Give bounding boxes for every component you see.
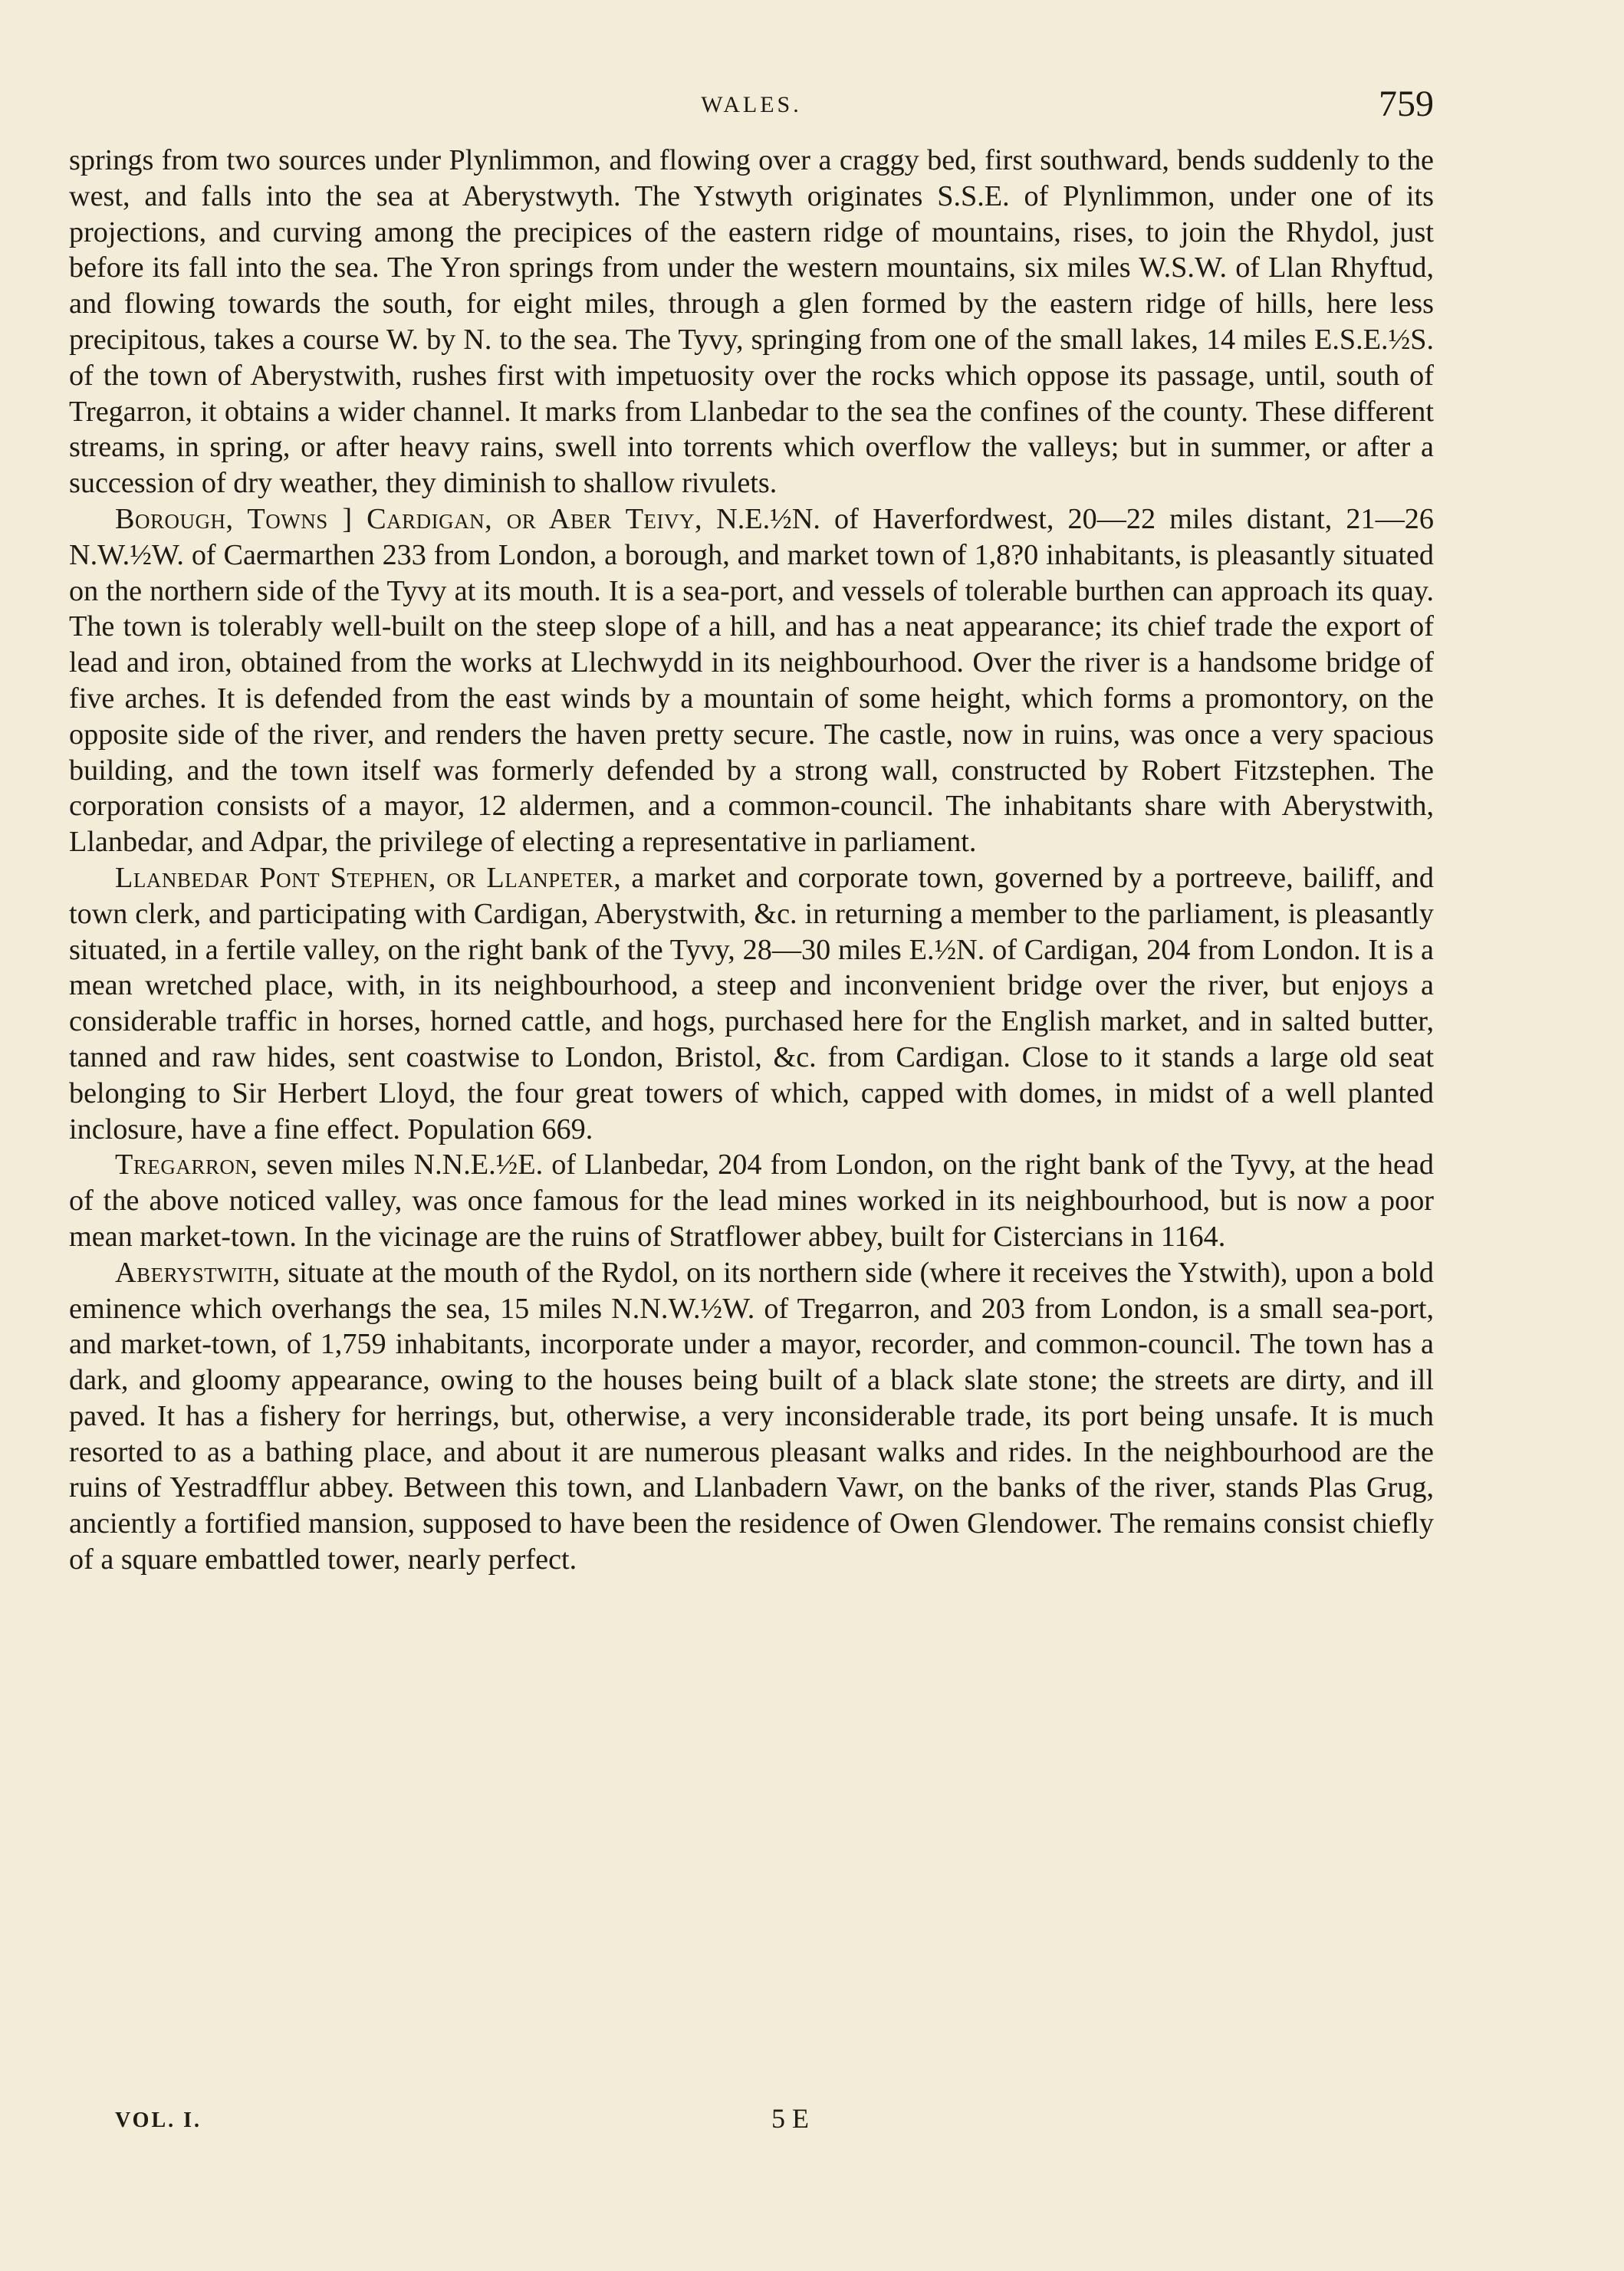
page-footer (115, 2102, 882, 2141)
page-header (69, 83, 1434, 129)
volume-label: VOL. I. (115, 2108, 202, 2132)
paragraph-rivers (69, 143, 1434, 501)
paragraph-tregarron (69, 1147, 1434, 1254)
paragraph-cardigan (69, 501, 1434, 860)
paragraph-aberystwith (69, 1255, 1434, 1578)
paragraph-text: seven miles N.N.E.½E. of Llanbedar, 204 from London, on the right bank of the Tyvy, at the head of the above noticed valley, was once famous for the lead mines worked in its neighbourhood, but is now a poor mean market-town. In the vicinage are the ruins of Stratflower abbey, built for Cistercians in 1164. (69, 1149, 1434, 1253)
paragraph-lead: Tregarron, (115, 1149, 258, 1182)
page-body (69, 143, 1434, 1578)
paragraph-text: springs from two sources under Plynlimmon, and flowing over a craggy bed, first southward, bends suddenly to the west, and falls into the sea at Aberystwyth. The Ystwyth originates S.S.E. of Plynlimmon, under one of its projections, and curving among the precipices of the eastern ridge of mountains, rises, to join the Rhydol, just before its fall into the sea. The Yron springs from under the western mountains, six miles W.S.W. of Llan Rhyftud, and flowing towards the south, for eight miles, through a glen formed by the eastern ridge of hills, here less precipitous, takes a course W. by N. to the sea. The Tyvy, springing from one of the small lakes, 14 miles E.S.E.½S. of the town of Aberystwith, rushes first with impetuosity over the rocks which oppose its passage, until, south of Tregarron, it obtains a wider channel. It marks from Llanbedar to the sea the confines of the county. These different streams, in spring, or after heavy rains, swell into torrents which overflow the valleys; but in summer, or after a succession of dry weather, they diminish to shallow rivulets. (69, 144, 1434, 500)
paragraph-text: a market and corporate town, governed by a portreeve, bailiff, and town clerk, and participating with Cardigan, Aberystwith, &c. in returning a member to the parliament, is pleasantly situated, in a fertile valley, on the right bank of the Tyvy, 28—30 miles E.½N. of Cardigan, 204 from London. It is a mean wretched place, with, in its neighbourhood, a steep and inconvenient bridge over the river, but enjoys a considerable traffic in horses, horned cattle, and hogs, purchased here for the English market, and in salted butter, tanned and raw hides, sent coastwise to London, Bristol, &c. from Cardigan. Close to it stands a large old seat belonging to Sir Herbert Lloyd, the four great towers of which, capped with domes, in midst of a well planted inclosure, have a fine effect. Population 669. (69, 861, 1434, 1145)
signature-mark: 5 E (771, 2103, 809, 2134)
running-head: WALES. (701, 92, 802, 117)
paragraph-text: N.E.½N. of Haverfordwest, 20—22 miles distant, 21—26 N.W.½W. of Caermarthen 233 from London, a borough, and market town of 1,8?0 inhabitants, is pleasantly situated on the northern side of the Tyvy at its mouth. It is a sea-port, and vessels of tolerable burthen can approach its quay. The town is tolerably well-built on the steep slope of a hill, and has a neat appearance; its chief trade the export of lead and iron, obtained from the works at Llechwydd in its neighbourhood. Over the river is a handsome bridge of five arches. It is defended from the east winds by a mountain of some height, which forms a promontory, on the opposite side of the river, and renders the haven pretty secure. The castle, now in ruins, was once a very spacious building, and the town itself was formerly defended by a strong wall, constructed by Robert Fitzstephen. The corporation consists of a mayor, 12 aldermen, and a common-council. The inhabitants share with Aberystwith, Llanbedar, and Adpar, the privilege of electing a representative in parliament. (69, 502, 1434, 859)
paragraph-text: situate at the mouth of the Rydol, on its northern side (where it receives the Ystwith), upon a bold eminence which overhangs the sea, 15 miles N.N.W.½W. of Tregarron, and 203 from London, is a small sea-port, and market-town, of 1,759 inhabitants, incorporate under a mayor, recorder, and common-council. The town has a dark, and gloomy appearance, owing to the houses being built of a black slate stone; the streets are dirty, and ill paved. It has a fishery for herrings, but, otherwise, a very inconsiderable trade, its port being unsafe. It is much resorted to as a bathing place, and about it are numerous pleasant walks and rides. In the neighbourhood are the ruins of Yestradfflur abbey. Between this town, and Llanbadern Vawr, on the banks of the river, stands Plas Grug, anciently a fortified mansion, supposed to have been the residence of Owen Glendower. The remains consist chiefly of a square embattled tower, nearly perfect. (69, 1256, 1434, 1576)
paragraph-lead: Borough, Towns ] Cardigan, or Aber Teivy, (115, 502, 703, 535)
paragraph-llanbedar (69, 860, 1434, 1147)
paragraph-lead: Aberystwith, (115, 1256, 281, 1289)
page-number: 759 (1379, 84, 1434, 124)
paragraph-lead: Llanbedar Pont Stephen, or Llanpeter, (115, 861, 622, 894)
